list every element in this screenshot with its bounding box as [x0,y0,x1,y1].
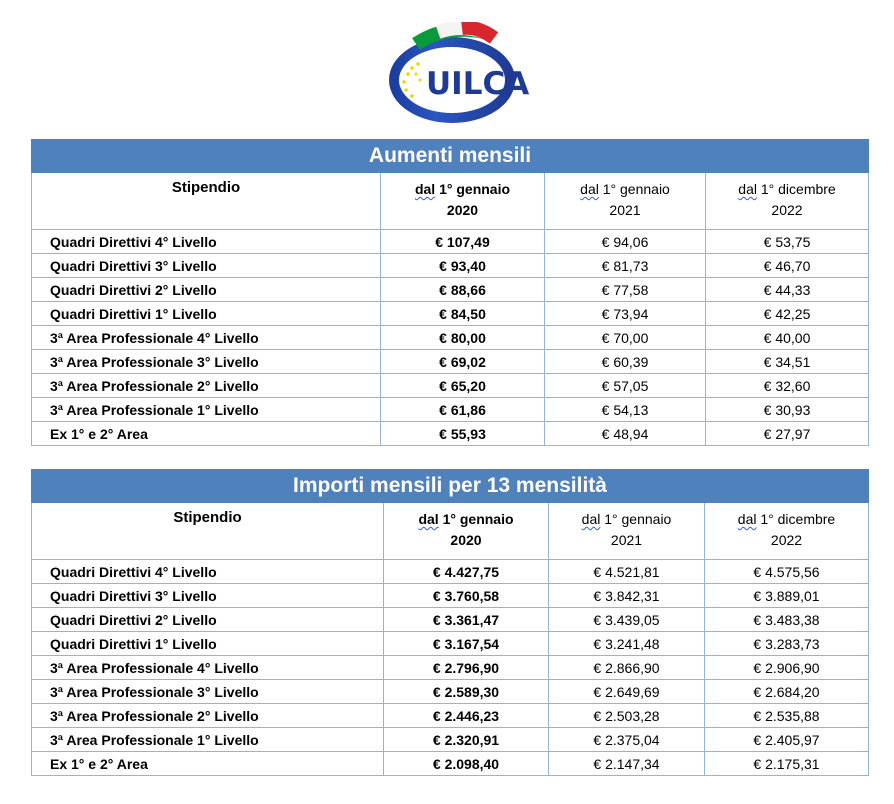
table-row [32,374,869,398]
table-cell: € 2.503,28 [549,704,705,728]
table-cell: € 80,00 [381,326,545,350]
table-cell: € 3.842,31 [549,584,705,608]
table-row [32,632,869,656]
table-cell: € 93,40 [381,254,545,278]
table-cell: € 57,05 [545,374,706,398]
table-cell: € 4.521,81 [549,560,705,584]
row-label: Ex 1° e 2° Area [32,752,384,776]
row-label: Quadri Direttivi 1° Livello [32,302,381,326]
row-label: 3ª Area Professionale 1° Livello [32,398,381,422]
table-cell: € 48,94 [545,422,706,446]
table-cell: € 2.535,88 [705,704,869,728]
table-row [32,728,869,752]
table-row [32,656,869,680]
table-cell: € 2.147,34 [549,752,705,776]
table-row [32,704,869,728]
table-cell: € 40,00 [706,326,869,350]
table-cell: € 34,51 [706,350,869,374]
row-label: Quadri Direttivi 2° Livello [32,278,381,302]
header-col-2020 [381,173,545,230]
row-label: Quadri Direttivi 4° Livello [32,230,381,254]
header-date-text: 2021 [610,532,643,548]
row-label: 3ª Area Professionale 1° Livello [32,728,384,752]
row-label: Quadri Direttivi 4° Livello [32,560,384,584]
table-row [32,350,869,374]
table-aumenti-mensili [31,139,869,446]
table-cell: € 2.649,69 [549,680,705,704]
logo-wordmark: UILCA [426,66,530,102]
row-label: Ex 1° e 2° Area [32,422,381,446]
table-cell: € 2.375,04 [549,728,705,752]
table-cell: € 2.589,30 [384,680,549,704]
table-row [32,302,869,326]
header-date-text: dal [738,181,757,197]
table-cell: € 30,93 [706,398,869,422]
table-row [32,608,869,632]
table-cell: € 70,00 [545,326,706,350]
table-cell: € 107,49 [381,230,545,254]
table-cell: € 54,13 [545,398,706,422]
table-cell: € 46,70 [706,254,869,278]
row-label: 3ª Area Professionale 2° Livello [32,374,381,398]
header-col-2020 [384,503,549,560]
table-cell: € 3.439,05 [549,608,705,632]
table-cell: € 2.098,40 [384,752,549,776]
table-row [32,680,869,704]
table-cell: € 2.796,90 [384,656,549,680]
table-cell: € 55,93 [381,422,545,446]
table-cell: € 3.483,38 [705,608,869,632]
table-cell: € 2.405,97 [705,728,869,752]
header-stipendio: Stipendio [32,503,384,560]
row-label: 3ª Area Professionale 4° Livello [32,326,381,350]
table-cell: € 77,58 [545,278,706,302]
row-label: 3ª Area Professionale 3° Livello [32,350,381,374]
table-cell: € 4.575,56 [705,560,869,584]
table-title: Aumenti mensili [32,140,869,173]
table-cell: € 44,33 [706,278,869,302]
header-date-text: 1° dicembre [760,181,836,197]
table-cell: € 2.684,20 [705,680,869,704]
table-cell: € 94,06 [545,230,706,254]
table-cell: € 3.760,58 [384,584,549,608]
header-date-text: 2021 [609,202,641,218]
table-cell: € 65,20 [381,374,545,398]
table-cell: € 88,66 [381,278,545,302]
table-cell: € 42,25 [706,302,869,326]
header-date-text: dal [737,511,757,527]
row-label: Quadri Direttivi 1° Livello [32,632,384,656]
header-date-text: 1° gennaio [442,511,514,527]
header-date-text: 2022 [770,532,803,548]
table-row [32,560,869,584]
row-label: 3ª Area Professionale 4° Livello [32,656,384,680]
table-cell: € 2.866,90 [549,656,705,680]
table-cell: € 3.889,01 [705,584,869,608]
row-label: Quadri Direttivi 3° Livello [32,254,381,278]
uilca-logo [386,22,536,124]
row-label: Quadri Direttivi 3° Livello [32,584,384,608]
header-col-2022 [706,173,869,230]
header-col-2021 [549,503,705,560]
table-cell: € 2.320,91 [384,728,549,752]
table-cell: € 3.361,47 [384,608,549,632]
table-row [32,398,869,422]
row-label: 3ª Area Professionale 3° Livello [32,680,384,704]
table-cell: € 3.283,73 [705,632,869,656]
header-date-text: 2020 [446,202,479,218]
table-cell: € 60,39 [545,350,706,374]
header-date-text: 2022 [771,202,803,218]
header-date-text: 1° dicembre [760,511,836,527]
table-cell: € 2.446,23 [384,704,549,728]
table-cell: € 73,94 [545,302,706,326]
table-row [32,326,869,350]
table-row [32,254,869,278]
table-row [32,752,869,776]
table-cell: € 27,97 [706,422,869,446]
header-date-text: 2020 [450,532,482,548]
header-date-text: 1° gennaio [602,181,670,197]
header-date-text: dal [414,181,436,197]
table-cell: € 4.427,75 [384,560,549,584]
table-cell: € 3.167,54 [384,632,549,656]
table-cell: € 84,50 [381,302,545,326]
table-cell: € 61,86 [381,398,545,422]
table-cell: € 69,02 [381,350,545,374]
header-date-text: dal [418,511,439,527]
header-date-text: dal [580,181,599,197]
table-row [32,422,869,446]
header-stipendio: Stipendio [32,173,381,230]
table-cell: € 3.241,48 [549,632,705,656]
row-label: 3ª Area Professionale 2° Livello [32,704,384,728]
table-cell: € 32,60 [706,374,869,398]
table-row [32,584,869,608]
table-importi-mensili [31,469,869,776]
table-cell: € 2.175,31 [705,752,869,776]
table-title: Importi mensili per 13 mensilità [32,470,869,503]
table-cell: € 81,73 [545,254,706,278]
table-row [32,230,869,254]
header-date-text: 1° gennaio [439,181,511,197]
header-date-text: 1° gennaio [604,511,672,527]
table-cell: € 2.906,90 [705,656,869,680]
row-label: Quadri Direttivi 2° Livello [32,608,384,632]
table-cell: € 53,75 [706,230,869,254]
table-row [32,278,869,302]
header-date-text: dal [581,511,601,527]
header-col-2021 [545,173,706,230]
header-col-2022 [705,503,869,560]
